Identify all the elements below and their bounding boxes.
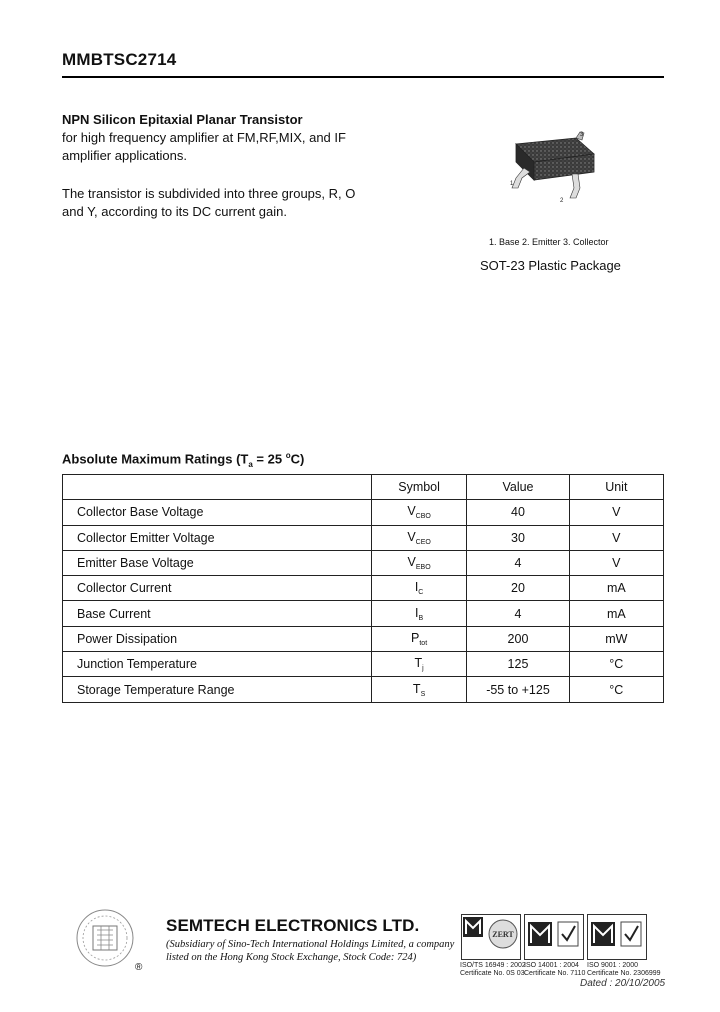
ratings-heading-sup: o (285, 451, 291, 460)
row-parameter: Base Current (63, 601, 372, 626)
subsidiary-line-2: listed on the Hong Kong Stock Exchange, Stock Code: 724) (166, 952, 417, 963)
row-value: 40 (467, 500, 569, 525)
cert-caption-line: Certificate No. 7110 (524, 970, 586, 977)
cert-caption-line: Certificate No. 0S 03 (460, 970, 525, 977)
row-value: 20 (467, 576, 569, 601)
symbol-main: T (414, 656, 423, 671)
symbol-sub: B (418, 614, 424, 622)
moody-iso-ts-cert-icon (461, 914, 521, 960)
row-symbol (371, 677, 466, 702)
symbol-sub: C (418, 589, 424, 597)
dated-stamp: Dated : 20/10/2005 (580, 978, 666, 989)
cert-caption-line: ISO/TS 16949 : 2002 (460, 962, 526, 969)
cert-caption-1 (460, 962, 526, 978)
symbol-main: V (407, 555, 416, 570)
row-parameter: Collector Current (63, 576, 372, 601)
table-header-row (63, 475, 664, 500)
row-unit: V (569, 550, 663, 575)
row-unit: °C (569, 677, 663, 702)
symbol-main: T (412, 681, 421, 696)
row-unit: mA (569, 576, 663, 601)
package-name: SOT-23 Plastic Package (480, 258, 621, 273)
description-para2-line-2: and Y, according to its DC current gain. (62, 204, 287, 219)
moody-iso-14001-cert-icon (524, 914, 584, 960)
row-parameter: Collector Base Voltage (63, 500, 372, 525)
row-unit: mA (569, 601, 663, 626)
company-subsidiary-note (166, 938, 454, 964)
semtech-seal-logo-icon (75, 908, 135, 968)
row-parameter: Collector Emitter Voltage (63, 525, 372, 550)
company-name: SEMTECH ELECTRONICS LTD. (166, 916, 420, 935)
pin-legend: 1. Base 2. Emitter 3. Collector (489, 237, 609, 247)
ratings-heading-mid: = 25 (252, 451, 286, 467)
row-symbol (371, 576, 466, 601)
table-row (63, 550, 664, 575)
symbol-sub: CBO (415, 513, 431, 521)
row-parameter: Storage Temperature Range (63, 677, 372, 702)
row-parameter: Power Dissipation (63, 626, 372, 651)
part-number-title: MMBTSC2714 (62, 50, 177, 69)
symbol-sub: tot (419, 639, 428, 647)
row-symbol (371, 626, 466, 651)
svg-text:ZERT: ZERT (492, 930, 514, 939)
cert-caption-line: Certificate No. 2306999 (587, 970, 661, 977)
cert-caption-3 (587, 962, 661, 978)
svg-text:3: 3 (580, 132, 584, 138)
symbol-sub: j (422, 665, 424, 673)
description-line-2: amplifier applications. (62, 148, 188, 163)
row-value: 125 (467, 652, 569, 677)
cert-caption-line: ISO 14001 : 2004 (524, 962, 579, 969)
description-line-1: for high frequency amplifier at FM,RF,MIX, and IF (62, 130, 346, 145)
row-value: 4 (467, 601, 569, 626)
row-unit: mW (569, 626, 663, 651)
table-row (63, 525, 664, 550)
moody-iso-9001-cert-icon (587, 914, 647, 960)
cert-caption-line: ISO 9001 : 2000 (587, 962, 638, 969)
row-value: 4 (467, 550, 569, 575)
col-header-parameter (63, 475, 372, 500)
row-symbol (371, 500, 466, 525)
table-row (63, 500, 664, 525)
header-rule (62, 76, 664, 78)
row-parameter: Emitter Base Voltage (63, 550, 372, 575)
row-unit: V (569, 525, 663, 550)
svg-text:2: 2 (560, 198, 564, 204)
col-header-unit: Unit (569, 475, 663, 500)
ratings-heading (62, 451, 304, 469)
table-row (63, 677, 664, 702)
description-block (62, 111, 382, 221)
registered-mark: ® (135, 962, 143, 973)
svg-text:1: 1 (510, 181, 514, 187)
row-unit: °C (569, 652, 663, 677)
table-row (63, 626, 664, 651)
row-value: 200 (467, 626, 569, 651)
ratings-heading-sub: a (248, 459, 253, 469)
row-symbol (371, 601, 466, 626)
symbol-sub: S (420, 690, 426, 698)
ratings-heading-suffix: C) (290, 451, 305, 467)
symbol-main: V (407, 504, 416, 519)
table-row (63, 652, 664, 677)
row-value: -55 to +125 (467, 677, 569, 702)
row-value: 30 (467, 525, 569, 550)
ratings-heading-prefix: Absolute Maximum Ratings (T (62, 451, 249, 467)
symbol-main: I (415, 605, 419, 620)
subsidiary-line-1: (Subsidiary of Sino-Tech International Holdings Limited, a company (166, 939, 455, 950)
symbol-main: V (407, 529, 416, 544)
row-symbol (371, 525, 466, 550)
row-symbol (371, 652, 466, 677)
table-row (63, 576, 664, 601)
row-unit: V (569, 500, 663, 525)
symbol-main: I (414, 580, 419, 595)
col-header-value: Value (467, 475, 569, 500)
table-row (63, 601, 664, 626)
description-heading: NPN Silicon Epitaxial Planar Transistor (62, 112, 303, 127)
symbol-main: P (411, 630, 420, 645)
col-header-symbol: Symbol (371, 475, 466, 500)
symbol-sub: CEO (415, 538, 431, 546)
ratings-table (62, 474, 664, 703)
row-parameter: Junction Temperature (63, 652, 372, 677)
description-para2-line-1: The transistor is subdivided into three groups, R, O (62, 186, 356, 201)
symbol-sub: EBO (415, 564, 431, 572)
sot23-package-illustration (476, 130, 616, 220)
cert-caption-2 (524, 962, 585, 978)
row-symbol (371, 550, 466, 575)
